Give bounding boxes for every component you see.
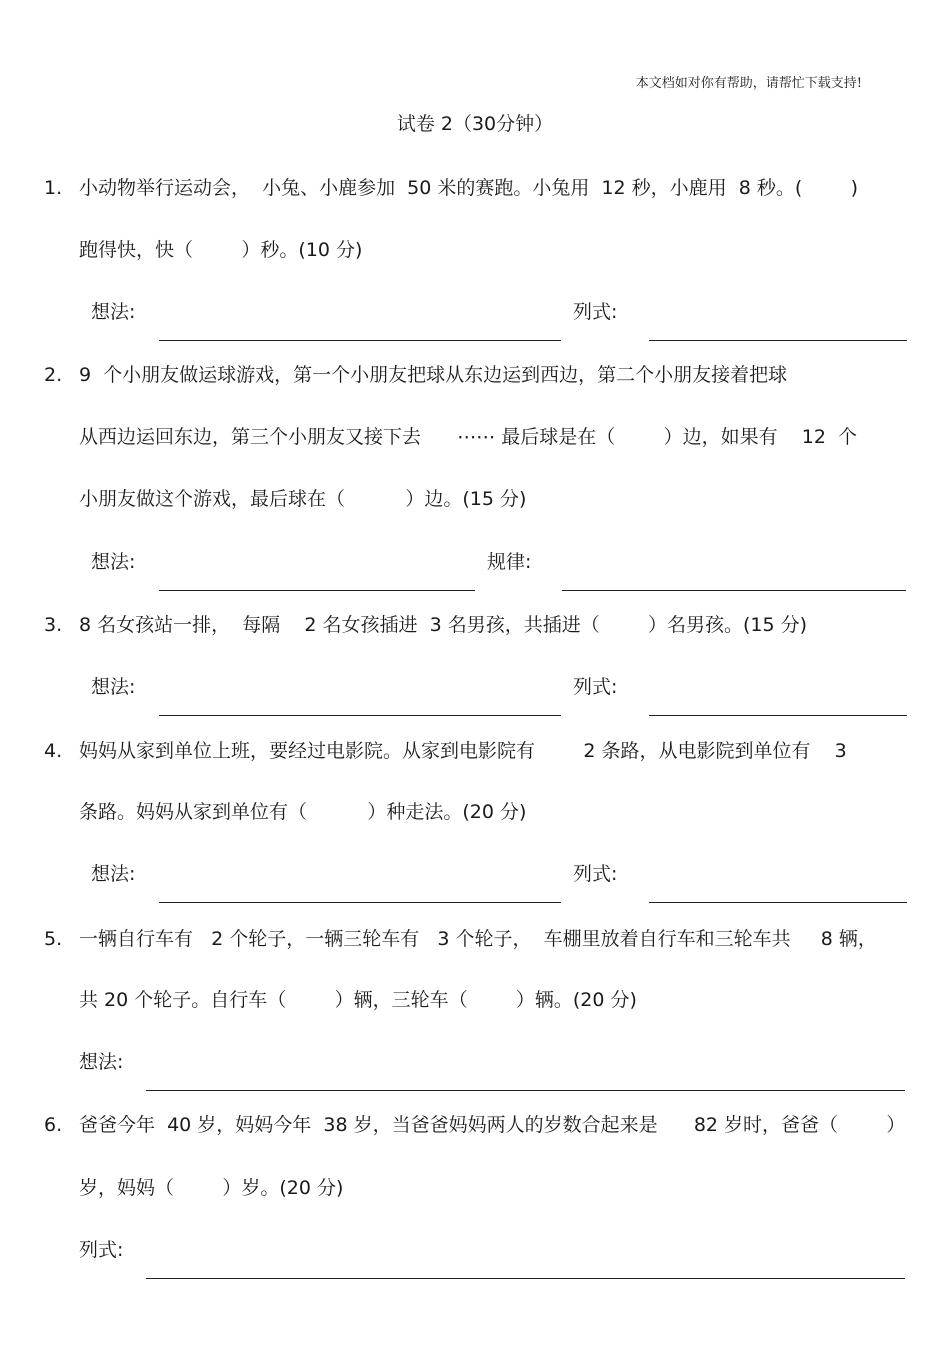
header-note: 本文档如对你有帮助，请帮忙下载支持!	[635, 76, 862, 91]
answer-label: 列式:	[573, 863, 618, 885]
answer-line[interactable]	[159, 902, 561, 903]
question-text-line: 一辆自行车有 2 个轮子，一辆三轮车有 3 个轮子， 车棚里放着自行车和三轮车共 8 辆，	[79, 928, 877, 950]
answer-line[interactable]	[649, 340, 907, 341]
answer-label: 想法:	[91, 551, 136, 573]
answer-line[interactable]	[159, 340, 561, 341]
question-number: 2.	[44, 364, 63, 386]
question-text-line: 从西边运回东边，第三个小朋友又接下去 ⋯⋯ 最后球是在（ ）边，如果有 12 个	[79, 426, 858, 448]
answer-label: 列式:	[573, 676, 618, 698]
answer-line[interactable]	[146, 1278, 905, 1279]
question-text-line: 爸爸今年 40 岁，妈妈今年 38 岁，当爸爸妈妈两人的岁数合起来是 82 岁时，爸爸（ ）	[79, 1114, 906, 1136]
question-number: 1.	[44, 177, 63, 199]
answer-label: 想法:	[91, 863, 136, 885]
question-text-line: 跑得快，快（ ）秒。(10 分)	[79, 239, 363, 261]
answer-label: 想法:	[79, 1051, 124, 1073]
question-text-line: 9 个小朋友做运球游戏，第一个小朋友把球从东边运到西边，第二个小朋友接着把球	[79, 364, 788, 386]
question-text-line: 岁，妈妈（ ）岁。(20 分)	[79, 1177, 344, 1199]
question-text-line: 共 20 个轮子。自行车（ ）辆，三轮车（ ）辆。(20 分)	[79, 989, 637, 1011]
answer-line[interactable]	[649, 715, 907, 716]
question-text-line: 小动物举行运动会， 小兔、小鹿参加 50 米的赛跑。小兔用 12 秒，小鹿用 8 秒。( )	[79, 177, 859, 199]
answer-line[interactable]	[159, 590, 475, 591]
answer-label: 列式:	[79, 1239, 124, 1261]
answer-label: 列式:	[573, 301, 618, 323]
question-text-line: 条路。妈妈从家到单位有（ ）种走法。(20 分)	[79, 801, 527, 823]
answer-line[interactable]	[562, 590, 906, 591]
answer-label: 规律:	[487, 551, 532, 573]
question-number: 5.	[44, 928, 63, 950]
answer-label: 想法:	[91, 676, 136, 698]
question-number: 3.	[44, 614, 63, 636]
answer-line[interactable]	[649, 902, 907, 903]
question-text-line: 8 名女孩站一排， 每隔 2 名女孩插进 3 名男孩，共插进（ ）名男孩。(15 分)	[79, 614, 808, 636]
answer-line[interactable]	[159, 715, 561, 716]
question-text-line: 妈妈从家到单位上班，要经过电影院。从家到电影院有 2 条路，从电影院到单位有 3	[79, 740, 847, 762]
question-text-line: 小朋友做这个游戏，最后球在（ ）边。(15 分)	[79, 488, 527, 510]
page-title: 试卷 2（30分钟）	[396, 113, 554, 135]
question-number: 4.	[44, 740, 63, 762]
answer-label: 想法:	[91, 301, 136, 323]
question-number: 6.	[44, 1114, 63, 1136]
answer-line[interactable]	[146, 1090, 905, 1091]
